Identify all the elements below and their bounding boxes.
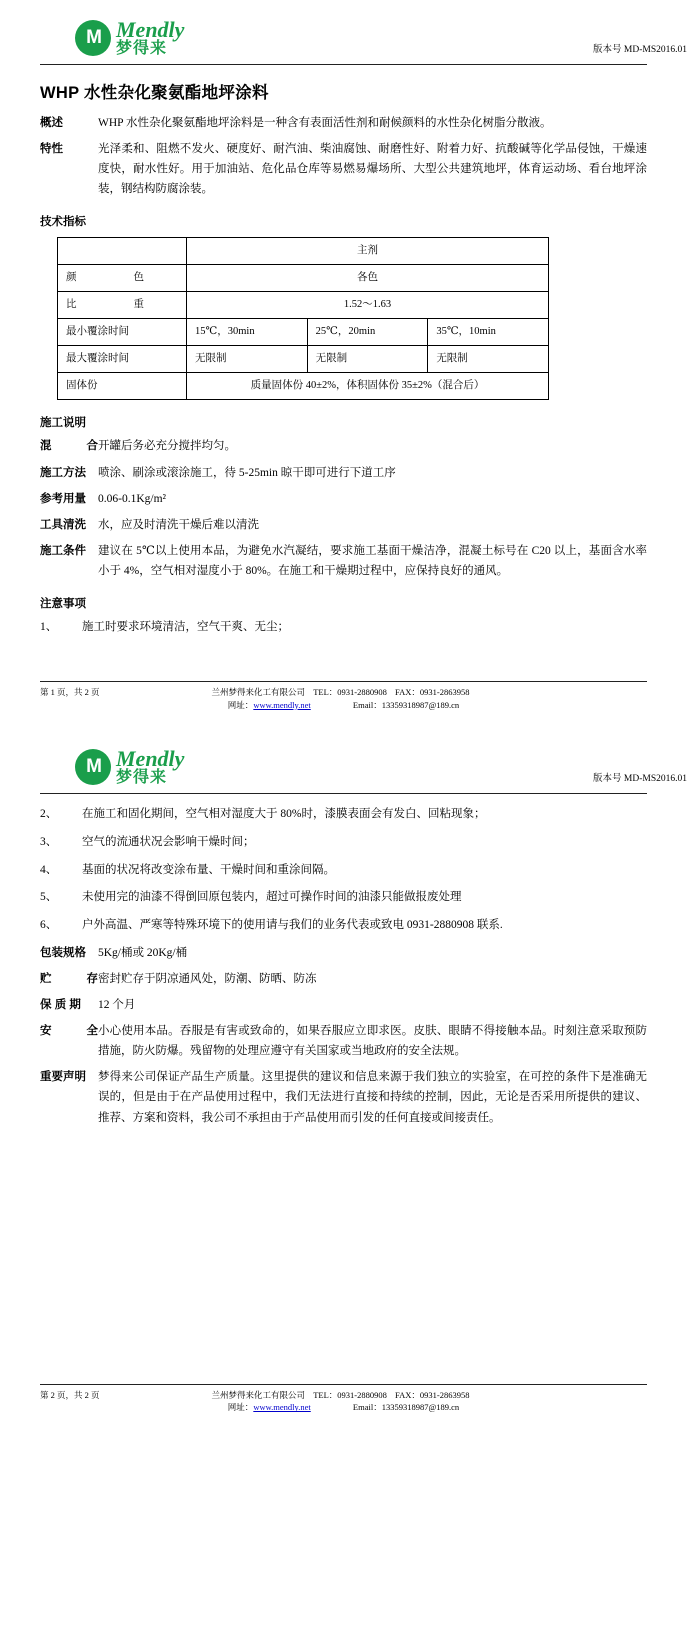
logo-chinese-name: 梦得来 (116, 40, 168, 58)
list-item (40, 804, 647, 825)
spec-min-overcoat-25c: 25℃，20min (307, 319, 428, 346)
spec-max-overcoat-15c: 无限制 (187, 346, 308, 373)
packaging-row (40, 943, 647, 963)
page-title: WHP 水性杂化聚氨酯地坪涂料 (40, 83, 269, 102)
feature-label: 特性 (40, 143, 63, 156)
footer-website-label: 网址： (227, 699, 254, 710)
storage-label (40, 969, 98, 989)
safety-label-a: 安 (40, 1025, 52, 1038)
page-2-header (0, 729, 687, 791)
spec-label-density (58, 292, 187, 319)
spec-label-color-b: 色 (133, 272, 144, 284)
table-row (58, 373, 549, 400)
disclaimer-row (40, 1067, 647, 1127)
construction-heading: 施工说明 (40, 417, 86, 430)
document-version: 版本号 MD-MS2016.01 (593, 774, 687, 785)
construction-text-method: 喷涂、刷涂或滚涂施工，待 5-25min 晾干即可进行下道工序 (98, 466, 396, 479)
page-number-1: 第 1 页，共 2 页 (40, 686, 100, 697)
storage-label-b: 存 (86, 972, 98, 985)
header-divider (40, 64, 647, 65)
disclaimer-text: 梦得来公司保证产品生产质量。这里提供的建议和信息来源于我们独立的实验室，在可控的条件下是准确无误的，但是由于在产品使用过程中，我们无法进行直接和持续的控制，因此，无论是否采用所提供的建议、推荐、方案和资料，我公司不承担由于产品使用而引发的任何直接或间接责任。 (98, 1071, 647, 1124)
footer-fax: FAX：0931-2863958 (394, 686, 470, 697)
footer-email-label: Email： (352, 1402, 382, 1413)
notice-number-1: 1、 (40, 621, 58, 634)
table-row (58, 265, 549, 292)
safety-text: 小心使用本品。吞服是有害或致命的，如果吞服应立即求医。皮肤、眼睛不得接触本品。时刻注意采取预防措施，防火防爆。残留物的处理应遵守有关国家或当地政府的安全法规。 (98, 1025, 647, 1058)
construction-row-usage (40, 489, 647, 509)
footer-email: 13359318987@189.cn (381, 1402, 460, 1413)
spec-min-overcoat-15c: 15℃，30min (187, 319, 308, 346)
safety-row (40, 1021, 647, 1061)
company-logo (75, 747, 184, 787)
page-1-footer (0, 681, 687, 712)
footer-website-link[interactable]: www.mendly.net (253, 699, 311, 710)
spec-min-overcoat-35c: 35℃，10min (428, 319, 549, 346)
construction-row-conditions (40, 541, 647, 581)
list-item (40, 617, 647, 638)
overview-label: 概述 (40, 116, 63, 129)
logo-english-name: Mendly (116, 746, 185, 772)
notice-number-6: 6、 (40, 918, 58, 931)
table-row-header (58, 238, 549, 265)
tech-spec-heading: 技术指标 (40, 216, 86, 229)
construction-row-cleaning (40, 515, 647, 535)
safety-label-b: 全 (86, 1025, 98, 1038)
footer-divider (40, 681, 647, 682)
page-1-header (0, 0, 687, 62)
feature-row (40, 139, 647, 199)
storage-label-a: 贮 (40, 972, 52, 985)
construction-label-mixing-b: 合 (86, 440, 98, 453)
footer-company: 兰州梦得来化工有限公司 (211, 1389, 306, 1400)
footer-divider (40, 1384, 647, 1385)
page-2 (0, 729, 687, 1414)
shelf-life-text: 12 个月 (98, 998, 136, 1011)
logo-english-name: Mendly (116, 17, 185, 42)
overview-text: WHP 水性杂化聚氨酯地坪涂料是一种含有表面活性剂和耐候颜料的水性杂化树脂分散液。 (98, 116, 552, 129)
list-item (40, 832, 647, 853)
footer-website-label: 网址： (227, 1402, 254, 1413)
disclaimer-label: 重要声明 (40, 1071, 86, 1084)
spec-max-overcoat-25c: 无限制 (307, 346, 428, 373)
safety-label (40, 1021, 98, 1041)
construction-text-mixing: 开罐后务必充分搅拌均匀。 (98, 440, 236, 453)
feature-text: 光泽柔和、阻燃不发火、硬度好、耐汽油、柴油腐蚀、耐磨性好、附着力好、抗酸碱等化学品侵蚀，干燥速度快，耐水性好。用于加油站、危化品仓库等易燃易爆场所、大型公共建筑地坪，体育运动场、看台地坪涂装，钢结构防腐涂装。 (98, 143, 647, 196)
page-number-2: 第 2 页，共 2 页 (40, 1389, 100, 1400)
construction-text-conditions: 建议在 5℃以上使用本品，为避免水汽凝结，要求施工基面干燥洁净，混凝土标号在 C20 以上，基面含水率小于 4%，空气相对湿度小于 80%。在施工和干燥期过程中，应保持良好的通风。 (98, 544, 647, 578)
spec-label-color-a: 颜 (66, 272, 77, 284)
list-item (40, 915, 647, 936)
logo-text (116, 747, 184, 787)
list-item (40, 860, 647, 881)
logo-mark-icon: M (75, 749, 111, 785)
spec-label-solids: 固体份 (58, 373, 187, 400)
footer-company: 兰州梦得来化工有限公司 (211, 686, 306, 697)
shelf-life-row (40, 995, 647, 1015)
storage-text: 密封贮存于阴凉通风处，防潮、防晒、防冻 (98, 972, 317, 985)
footer-contact (160, 1389, 527, 1415)
notice-number-2: 2、 (40, 808, 58, 821)
packaging-text: 5Kg/桶或 20Kg/桶 (98, 946, 188, 959)
shelf-life-label: 保 质 期 (40, 998, 81, 1011)
spec-header-blank (58, 238, 187, 265)
spec-value-density: 1.52～1.63 (187, 292, 549, 319)
notice-text-1: 施工时要求环境清洁，空气干爽、无尘； (82, 621, 289, 634)
table-row (58, 319, 549, 346)
footer-website-link[interactable]: www.mendly.net (253, 1402, 311, 1413)
footer-email-label: Email： (352, 699, 382, 710)
construction-label-cleaning: 工具清洗 (40, 518, 86, 531)
packaging-label: 包装规格 (40, 946, 86, 959)
footer-spacer-right (527, 1389, 647, 1415)
list-item (40, 887, 647, 908)
construction-label-usage: 参考用量 (40, 492, 86, 505)
notice-text-3: 空气的流通状况会影响干燥时间； (82, 835, 255, 848)
notice-text-5: 未使用完的油漆不得倒回原包装内，超过可操作时间的油漆只能做报废处理 (82, 891, 462, 904)
storage-row (40, 969, 647, 989)
construction-label-mixing-a: 混 (40, 440, 52, 453)
page-2-footer (0, 1384, 687, 1415)
spec-table (57, 237, 549, 400)
spec-label-density-b: 重 (133, 299, 144, 311)
notice-text-6: 户外高温、严寒等特殊环境下的使用请与我们的业务代表或致电 0931-2880908 联系. (82, 918, 503, 931)
spec-max-overcoat-35c: 无限制 (428, 346, 549, 373)
construction-text-cleaning: 水，应及时清洗干燥后难以清洗 (98, 518, 259, 531)
spec-label-density-a: 比 (66, 299, 77, 311)
footer-fax: FAX：0931-2863958 (394, 1389, 470, 1400)
construction-row-method (40, 463, 647, 483)
logo-chinese-name: 梦得来 (116, 769, 168, 787)
spec-label-max-overcoat: 最大覆涂时间 (58, 346, 187, 373)
construction-label-mixing (40, 436, 98, 456)
table-row (58, 292, 549, 319)
notice-heading: 注意事项 (40, 598, 86, 611)
page-1 (0, 0, 687, 711)
spec-value-solids: 质量固体份 40±2%，体积固体份 35±2%（混合后） (187, 373, 549, 400)
footer-tel: TEL：0931-2880908 (313, 1389, 387, 1400)
notice-number-4: 4、 (40, 863, 58, 876)
spec-label-min-overcoat: 最小覆涂时间 (58, 319, 187, 346)
table-row (58, 346, 549, 373)
document-version: 版本号 MD-MS2016.01 (593, 44, 687, 55)
spec-header-main: 主剂 (187, 238, 549, 265)
spec-value-color: 各色 (187, 265, 549, 292)
footer-spacer-right (527, 686, 647, 712)
logo-mark-icon: M (75, 20, 111, 56)
overview-row (40, 113, 647, 133)
spec-label-color (58, 265, 187, 292)
footer-contact (160, 686, 527, 712)
notice-number-5: 5、 (40, 891, 58, 904)
footer-tel: TEL：0931-2880908 (313, 686, 387, 697)
notice-text-2: 在施工和固化期间，空气相对湿度大于 80%时，漆膜表面会有发白、回粘现象； (82, 808, 486, 821)
company-logo (75, 18, 184, 58)
logo-text (116, 18, 184, 58)
footer-email: 13359318987@189.cn (381, 699, 460, 710)
construction-text-usage: 0.06-0.1Kg/m² (98, 492, 166, 505)
construction-label-method: 施工方法 (40, 466, 86, 479)
construction-row-mixing (40, 436, 647, 456)
notice-text-4: 基面的状况将改变涂布量、干燥时间和重涂间隔。 (82, 863, 335, 876)
notice-number-3: 3、 (40, 835, 58, 848)
construction-label-conditions: 施工条件 (40, 544, 86, 557)
